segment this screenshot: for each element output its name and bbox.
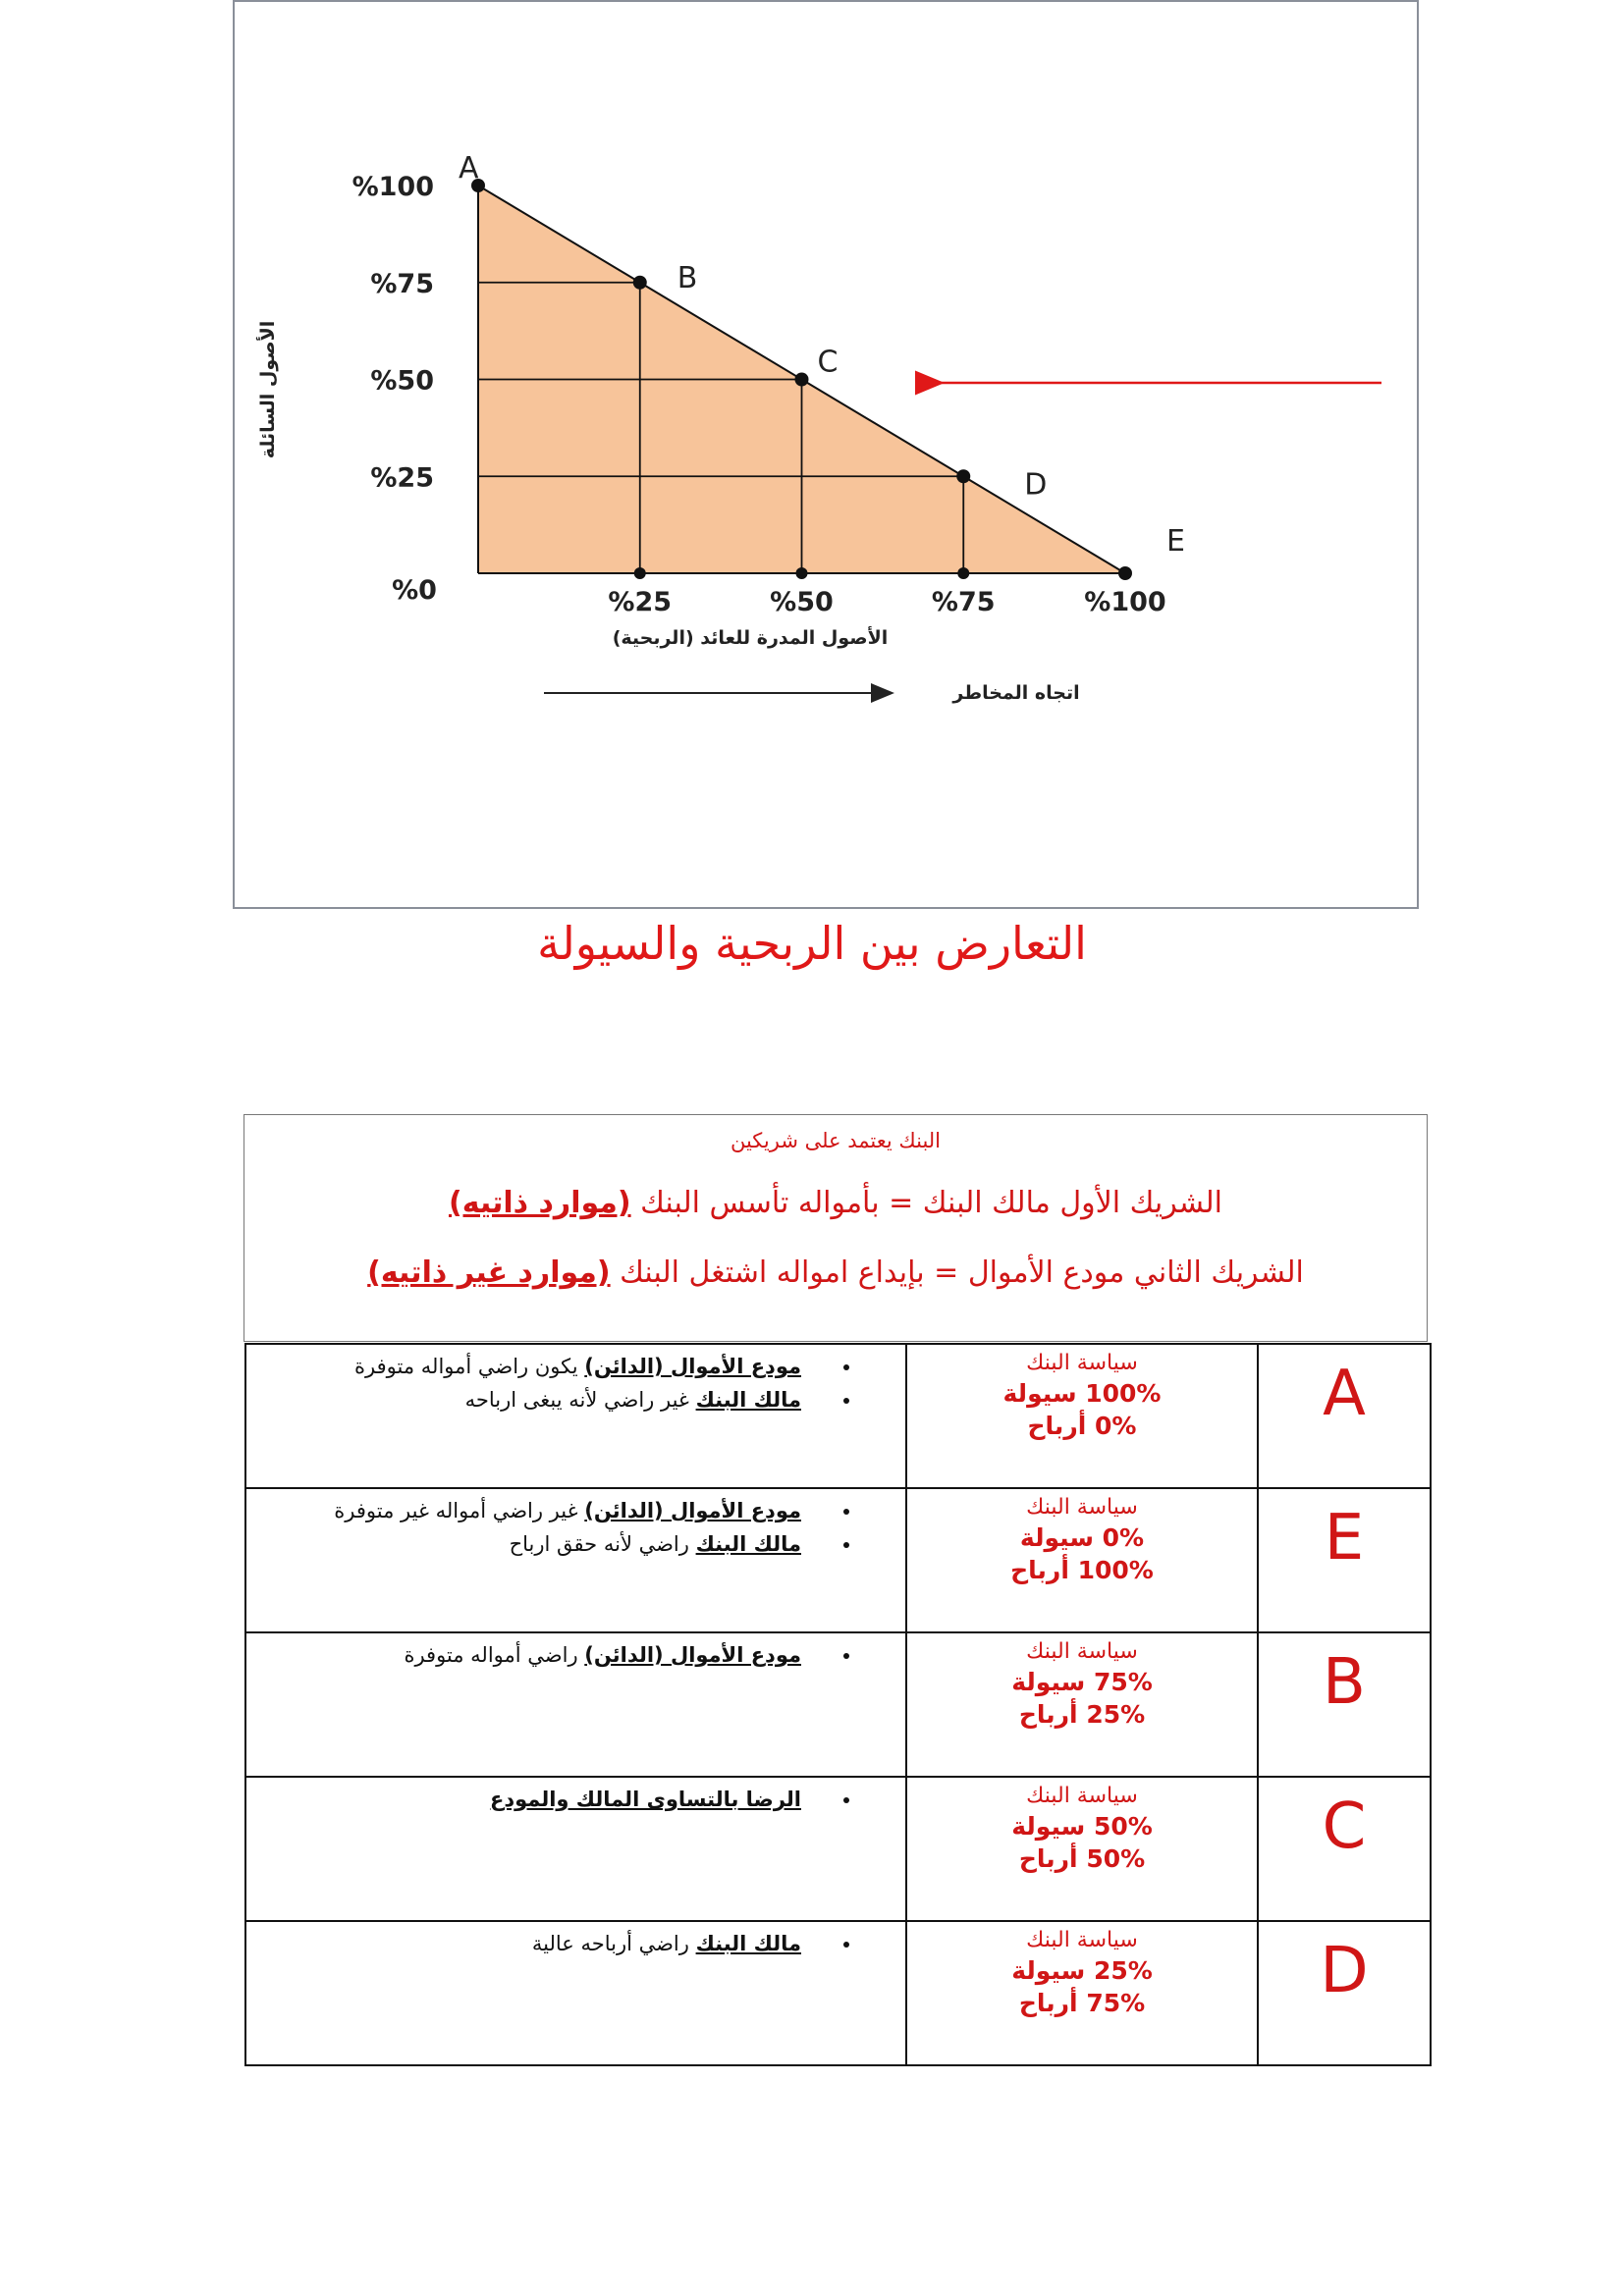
policy-table — [244, 1343, 1432, 2066]
row-policy-cell — [906, 1632, 1258, 1777]
point-letter: E — [1324, 1502, 1365, 1575]
y-tick-label-100: %100 — [352, 172, 434, 202]
point-label-e: E — [1166, 524, 1185, 559]
point-c — [795, 373, 809, 387]
tick-dot-50 — [796, 567, 808, 579]
row-point-cell — [1258, 1921, 1431, 2065]
risk-direction-label: اتجاه المخاطر — [952, 682, 1080, 704]
x-tick-label-100: %100 — [1084, 587, 1166, 617]
row-description-cell — [245, 1777, 906, 1921]
description-list — [246, 1788, 905, 1811]
y-tick-label-75: %75 — [370, 268, 434, 299]
bullet-lead: مودع الأموال (الدائن) — [584, 1499, 801, 1522]
policy-liquidity: 100% سيولة — [1002, 1379, 1162, 1408]
point-letter: C — [1322, 1790, 1367, 1863]
partner-one-keyword: (موارد ذاتيه) — [448, 1186, 631, 1220]
page-title: التعارض بين الربحية والسيولة — [537, 917, 1087, 970]
row-description-cell — [245, 1632, 906, 1777]
partner-two-keyword: (موارد غير ذاتيه) — [367, 1255, 611, 1290]
bullet-lead: مالك البنك — [695, 1932, 801, 1955]
row-description-cell — [245, 1921, 906, 2065]
bullet-lead: مودع الأموال (الدائن) — [584, 1355, 801, 1378]
policy-liquidity: 50% سيولة — [1011, 1812, 1153, 1841]
table-row — [245, 1921, 1431, 2065]
bullet-text: يكون راضي أمواله متوفرة — [354, 1355, 585, 1378]
point-label-c: C — [817, 345, 839, 380]
policy-liquidity: 75% سيولة — [1011, 1668, 1153, 1696]
policy-heading: سياسة البنك — [1026, 1351, 1138, 1375]
description-list — [246, 1643, 905, 1667]
tick-dot-75 — [957, 567, 969, 579]
partner-two-text: الشريك الثاني مودع الأموال = بإيداع امواله اشتغل البنك — [610, 1255, 1304, 1290]
bullet-text: غير راضي أمواله غير متوفرة — [334, 1499, 585, 1522]
bullet-lead: مالك البنك — [695, 1388, 801, 1412]
table-row — [245, 1777, 1431, 1921]
table-row — [245, 1632, 1431, 1777]
bullet-lead: الرضا بالتساوى المالك والمودع — [489, 1788, 801, 1811]
row-description-cell — [245, 1344, 906, 1488]
policy-profit: 25% أرباح — [1018, 1700, 1146, 1729]
bullet-text: غير راضي لأنه يبغى ارباحه — [464, 1388, 696, 1412]
point-letter: B — [1323, 1646, 1366, 1719]
partner-one-line — [244, 1186, 1427, 1220]
table-row — [245, 1488, 1431, 1632]
policy-heading: سياسة البنك — [1026, 1495, 1138, 1520]
point-b — [633, 276, 647, 290]
list-item — [246, 1643, 831, 1667]
policy-profit: 75% أرباح — [1018, 1989, 1146, 2017]
row-point-cell — [1258, 1777, 1431, 1921]
x-tick-label-75: %75 — [931, 587, 996, 617]
policy-profit: 100% أرباح — [1010, 1556, 1154, 1584]
tick-dot-25 — [634, 567, 646, 579]
point-e — [1118, 566, 1132, 580]
policy-heading: سياسة البنك — [1026, 1639, 1138, 1664]
bullet-text: راضي لأنه حقق ارباح — [509, 1532, 696, 1556]
policy-heading: سياسة البنك — [1026, 1928, 1138, 1952]
y-tick-label-50: %50 — [370, 365, 434, 397]
x-axis-title: الأصول المدرة للعائد (الربحية) — [612, 627, 889, 649]
partner-two-line — [244, 1255, 1427, 1290]
bullet-text: راضي أمواله متوفرة — [404, 1643, 585, 1667]
list-item — [246, 1932, 831, 1955]
row-point-cell — [1258, 1488, 1431, 1632]
partner-one-text: الشريك الأول مالك البنك = بأمواله تأسس البنك — [630, 1186, 1223, 1220]
bullet-text: راضي أرباحه عالية — [531, 1932, 696, 1955]
point-label-a: A — [459, 151, 479, 186]
figure-frame — [233, 0, 1419, 909]
row-description-cell — [245, 1488, 906, 1632]
row-policy-cell — [906, 1344, 1258, 1488]
point-letter: A — [1323, 1358, 1366, 1430]
list-item — [246, 1499, 831, 1522]
list-item — [246, 1532, 831, 1556]
x-tick-label-0: %0 — [392, 575, 437, 606]
description-list — [246, 1355, 905, 1412]
y-tick-label-25: %25 — [370, 462, 434, 494]
list-item — [246, 1788, 831, 1811]
row-policy-cell — [906, 1488, 1258, 1632]
description-list — [246, 1499, 905, 1556]
row-point-cell — [1258, 1344, 1431, 1488]
row-point-cell — [1258, 1632, 1431, 1777]
y-axis-title: الأصول السائلة — [257, 320, 279, 459]
policy-liquidity: 0% سيولة — [1019, 1523, 1145, 1552]
list-item — [246, 1355, 831, 1378]
x-tick-label-50: %50 — [770, 587, 834, 617]
point-label-b: B — [677, 260, 698, 295]
table-row — [245, 1344, 1431, 1488]
policy-heading: سياسة البنك — [1026, 1784, 1138, 1808]
point-d — [956, 469, 970, 483]
row-policy-cell — [906, 1921, 1258, 2065]
point-label-d: D — [1024, 467, 1048, 503]
bullet-lead: مودع الأموال (الدائن) — [584, 1643, 801, 1667]
list-item — [246, 1388, 831, 1412]
liquidity-profit-chart — [235, 2, 1417, 907]
intro-heading: البنك يعتمد على شريكين — [730, 1129, 942, 1152]
description-list — [246, 1932, 905, 1955]
point-letter: D — [1320, 1935, 1369, 2007]
x-tick-label-25: %25 — [608, 587, 673, 617]
policy-liquidity: 25% سيولة — [1011, 1956, 1153, 1985]
bullet-lead: مالك البنك — [695, 1532, 801, 1556]
policy-profit: 0% أرباح — [1027, 1412, 1137, 1440]
row-policy-cell — [906, 1777, 1258, 1921]
policy-profit: 50% أرباح — [1018, 1844, 1146, 1873]
intro-box — [244, 1114, 1428, 1342]
